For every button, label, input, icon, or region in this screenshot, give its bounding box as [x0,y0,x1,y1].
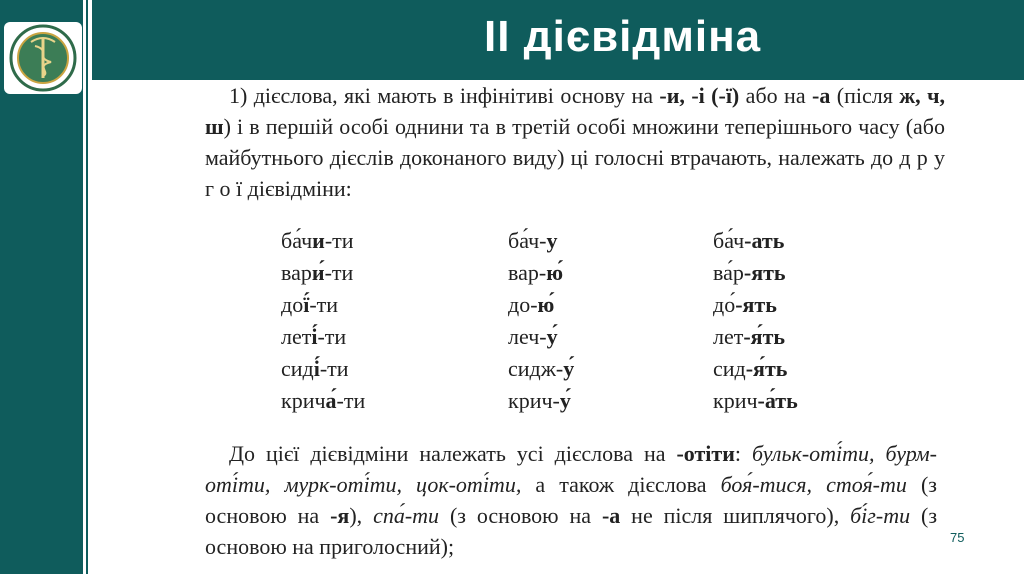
rule-text-run: (після [830,83,900,108]
verb-examples-table [281,225,863,417]
verb-form-part: лет [713,324,744,349]
verb-form-part: -ти [324,228,354,253]
verb-form-part: -а́ть [757,388,798,413]
title-bar [92,0,1024,80]
verb-form-part: вар- [508,260,547,285]
additional-text-run: (з основою на [439,503,602,528]
verb-form-part: і́ [311,324,318,349]
verb-form-part: у́ [546,324,558,349]
third-person-plural-cell [713,257,863,289]
verb-form-part: у́ [559,388,571,413]
rule-text-run: -а [812,83,831,108]
additional-text-run: -отіти [676,441,735,466]
rule-paragraph [205,80,945,204]
rule-text-run: або на [739,83,812,108]
infinitive-cell [281,385,508,417]
logo [4,22,82,94]
additional-text-run: : [734,441,752,466]
additional-text-run: бульк-оті́ти, бурм-оті́ти, мурк-оті́ти, цок-оті́ти, [205,441,938,497]
verb-form-part: -ять [743,260,786,285]
verb-form-part: до [281,292,304,317]
additional-verbs-paragraph [205,438,937,562]
rule-text-run: -и, -і (-ї) [659,83,740,108]
first-person-cell [508,257,713,289]
infinitive-cell [281,321,508,353]
additional-text-run: а також дієслова [521,472,721,497]
third-person-plural-cell [713,353,863,385]
verb-form-part: крич [713,388,758,413]
additional-text-run: ), [349,503,374,528]
verb-form-part: -ти [319,356,349,381]
rule-text-run: ж, ч, ш [205,83,946,139]
verb-form-part: -ти [336,388,366,413]
left-thin-stripe [86,0,88,574]
verb-form-part: до́ [713,292,736,317]
infinitive-cell [281,353,508,385]
verb-form-part: ба́ч- [508,228,547,253]
additional-text-run: (з основою на [205,472,937,528]
verb-form-part: -ти [309,292,339,317]
first-person-cell [508,321,713,353]
additional-text-run: бі́г-ти [850,503,911,528]
page-number: 75 [950,530,965,545]
verb-form-part: вар [281,260,312,285]
additional-text-run: (з основою на приголосний); [205,503,938,559]
third-person-plural-cell [713,225,863,257]
verb-form-part: -ти [317,324,347,349]
verb-form-part: ї́ [303,292,310,317]
infinitive-cell [281,289,508,321]
verb-form-part: у́ [563,356,575,381]
verb-form-part: і́ [313,356,320,381]
verb-form-part: и́ [311,260,325,285]
third-person-plural-cell [713,289,863,321]
infinitive-cell [281,225,508,257]
additional-text-run: -а [601,503,621,528]
verb-form-part: и [312,228,325,253]
infinitive-cell [281,257,508,289]
additional-text-run: боя́-тися, стоя́-ти [720,472,907,497]
first-person-cell [508,225,713,257]
verb-form-part: крич [281,388,326,413]
verb-form-part: -ать [744,228,785,253]
verb-form-part: сид [713,356,746,381]
additional-text-run: До цієї дієвідміни належать усі дієслова на [229,441,677,466]
third-person-plural-cell [713,321,863,353]
verb-form-part: -я́ть [743,324,786,349]
verb-form-part: крич- [508,388,560,413]
verb-form-part: лет [281,324,312,349]
verb-form-part: у [546,228,558,253]
additional-text-run: спа́-ти [373,503,440,528]
verb-form-part: ю́ [546,260,564,285]
slide-title: II дієвідміна [484,12,762,61]
verb-form-part: -я́ть [745,356,788,381]
slide-content [205,80,946,559]
verb-form-part: сидж- [508,356,564,381]
rule-text-run: 1) дієслова, які мають в інфінітиві основу на [229,83,660,108]
first-person-cell [508,353,713,385]
university-seal-icon [4,22,82,94]
third-person-plural-cell [713,385,863,417]
verb-form-part: -ти [324,260,354,285]
verb-form-part: а́ [325,388,337,413]
verb-form-part: сид [281,356,314,381]
verb-form-part: до- [508,292,538,317]
first-person-cell [508,289,713,321]
additional-text-run: -я [330,503,350,528]
verb-form-part: -ять [735,292,777,317]
verb-form-part: ба́ч [281,228,313,253]
verb-form-part: ба́ч [713,228,745,253]
first-person-cell [508,385,713,417]
verb-form-part: ю́ [537,292,555,317]
verb-form-part: леч- [508,324,547,349]
additional-text-run: не після шиплячого), [620,503,851,528]
rule-text-run: ) і в першій особі однини та в третій особі множини теперішнього часу (або майбутнього дієслів доконаного виду) ці голосні втрачають, належать до д р у г о ї дієвідміни: [205,114,945,201]
verb-form-part: ва́р [713,260,744,285]
